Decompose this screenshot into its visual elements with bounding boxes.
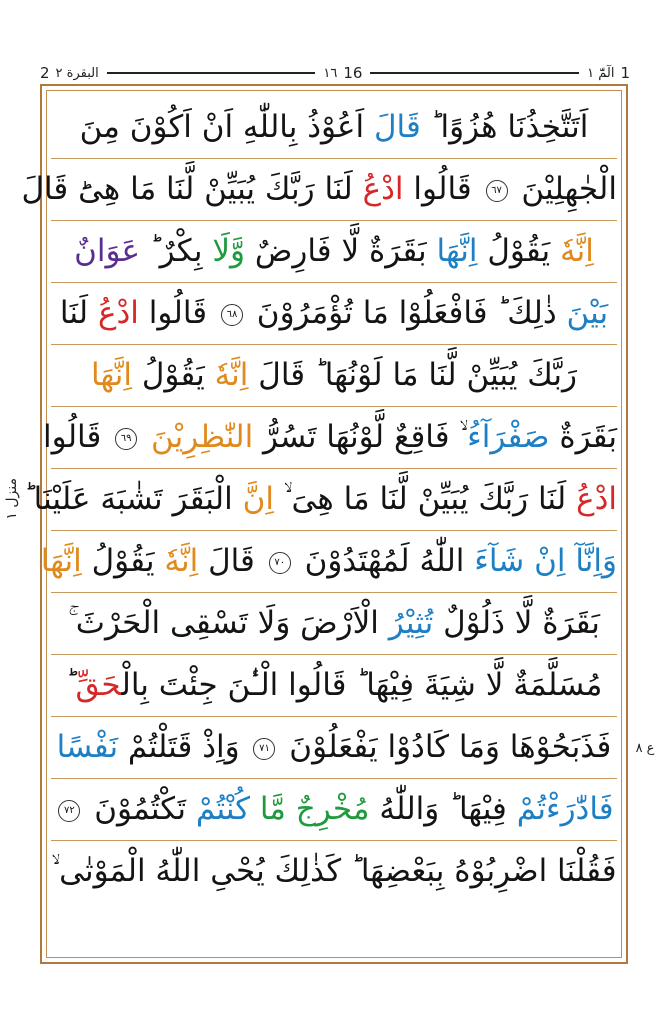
verse-text-segment: ؕ [65,667,76,703]
surah-number-left: 2 [40,64,50,82]
verse-text-segment: وَاِذْ قَتَلْتُمْ [118,729,250,765]
verse-text-segment: وَّلَا [212,233,246,269]
verse-text-segment [141,419,151,455]
verse-line [42,406,617,469]
verse-text-segment: نَفْسًا [56,729,119,765]
verse-text-segment: كُنْتُمْ [195,791,260,827]
verse-text-segment: فَقُلْنَا اضْرِبُوْهُ بِبَعْضِهَا ؕ كَذٰلِكَ يُحْىِ اللّٰهُ الْمَوْتٰى ۙ [51,853,617,889]
verse-text-segment: قَالُوا [138,295,217,331]
verse-text-segment: قَالَ [198,543,265,579]
ayah-number-marker: ٧١ [253,738,275,760]
text-frame-inner [21,90,622,958]
juz-indicator-right [587,64,630,82]
header-rule-right [370,72,579,74]
verse-text-segment: ادْعُ [362,171,404,207]
verse-text-segment: صَفْرَآءُ [467,419,550,455]
verse-line [23,468,617,531]
verse-text-segment: يَقُوْلُ [132,357,215,393]
verse-text-segment: تَكْتُمُوْنَ [84,791,196,827]
verse-text-segment: قَالُوا [403,171,482,207]
verse-text-segment: اِنَّهٗ [560,233,594,269]
verse-text-segment: اِنَّهَا [40,543,82,579]
verse-line [40,530,617,593]
verse-text-segment: مُخْرِجٌ [295,791,370,827]
text-frame [21,84,628,964]
verse-text-segment: اِنَّهٗ [164,543,199,579]
ruku-marker: ع ٨ [635,741,655,756]
page-number [323,64,362,82]
verse-text-segment: لَنَا رَبَّكَ يُبَيِّنْ لَّنَا مَا هِىَ ۙ [273,481,577,517]
verse-text-segment: وَاِنَّآ [575,543,617,579]
verse-text-segment: بَقَرَةٌ لَّا ذَلُوْلٌ [433,605,600,641]
verse-text-segment: الْبَقَرَ تَشٰبَهَ عَلَيْنَا ؕ [23,481,243,517]
verse-text-segment: ۙ فَاقِعٌ لَّوْنُهَا تَسُرُّ [253,419,468,455]
verse-text-segment: مُسَلَّمَةٌ لَّا شِيَةَ فِيْهَا ؕ قَالُوا الْـٰٔنَ جِئْتَ بِالْ [121,667,603,703]
verse-text-segment: لَنَا [59,295,98,331]
ayah-number-marker: ٧٢ [58,800,80,822]
verse-text-segment: حَقِّ [75,667,122,703]
page-header [40,62,630,84]
verse-lines [21,91,621,957]
verse-text-segment: اَعُوْذُ بِاللّٰهِ اَنْ اَكُوْنَ مِنَ [79,109,374,145]
verse-text-segment: فَادّٰرَءْتُمْ [516,791,614,827]
verse-text-segment: يَقُوْلُ [81,543,165,579]
juz-title-right: الٓمّٓ ١ [587,65,615,81]
verse-text-segment: بَقَرَةٌ لَّا فَارِضٌ [245,233,437,269]
verse-line [21,158,617,221]
verse-text-segment: لَنَا رَبَّكَ يُبَيِّنْ لَّنَا مَا هِىَؕ قَالَ [21,171,363,207]
verse-text-segment: اِنَّهَا [436,233,478,269]
verse-text-segment: اِنْ شَآءَ [474,543,576,579]
ayah-number-marker: ٦٨ [221,304,243,326]
verse-text-segment: بَيْنَ [566,295,609,331]
verse-line [51,716,617,779]
verse-line [51,840,617,902]
verse-line [51,282,617,345]
verse-line [51,654,617,717]
verse-line [51,778,617,841]
verse-text-segment: مَّا [259,791,296,827]
verse-text-segment: عَوَانٌ [74,233,140,269]
header-rule-left [107,72,316,74]
verse-text-segment: ذٰلِكَ ؕ فَافْعَلُوْا مَا تُؤْمَرُوْنَ [246,295,567,331]
ayah-number-marker: ٦٩ [115,428,137,450]
verse-text-segment: اِنَّهَا [91,357,132,393]
verse-text-segment: بَقَرَةٌ [549,419,617,455]
verse-text-segment: ادْعُ [97,295,139,331]
manzil-marker: منزل ١ [4,478,20,520]
verse-line [51,344,617,407]
verse-text-segment: اللّٰهُ لَمُهْتَدُوْنَ [294,543,475,579]
ayah-number-marker: ٦٧ [486,180,508,202]
verse-text-segment: قَالُوا [42,419,112,455]
verse-text-segment: بِكْرٌ ؕ [139,233,213,269]
ayah-number-marker: ٧٠ [269,552,291,574]
juz-number-right: 1 [620,64,630,82]
verse-text-segment: اِنَّ [242,481,274,517]
verse-text-segment: الْاَرْضَ وَلَا تَسْقِى الْحَرْثَ ۚ [68,605,389,641]
verse-line [51,96,617,159]
verse-text-segment: قَالَ [373,109,421,145]
verse-text-segment: الْجٰهِلِيْنَ [511,171,617,207]
verse-text-segment: ادْعُ [576,481,617,517]
page-number-arabic: ١٦ [323,65,338,81]
verse-text-segment: اِنَّهٗ [214,357,249,393]
verse-text-segment: النّٰظِرِيْنَ [151,419,254,455]
surah-title-left: البقرة ٢ [55,65,99,81]
surah-indicator-left [40,64,99,82]
page-number-latin: 16 [343,64,363,82]
verse-text-segment: يَقُوْلُ [477,233,561,269]
verse-text-segment: فَذَبَحُوْهَا وَمَا كَادُوْا يَفْعَلُوْنَ [279,729,612,765]
verse-text-segment: رَبَّكَ يُبَيِّنْ لَّنَا مَا لَوْنُهَا ؕ قَالَ [248,357,577,393]
verse-line [51,592,617,655]
verse-text-segment: فِيْهَا ؕ وَاللّٰهُ [369,791,517,827]
verse-text-segment: تُثِيْرُ [388,605,434,641]
verse-line [51,220,617,283]
verse-text-segment: اَتَتَّخِذُنَا هُزُوًا ؕ [420,109,589,145]
